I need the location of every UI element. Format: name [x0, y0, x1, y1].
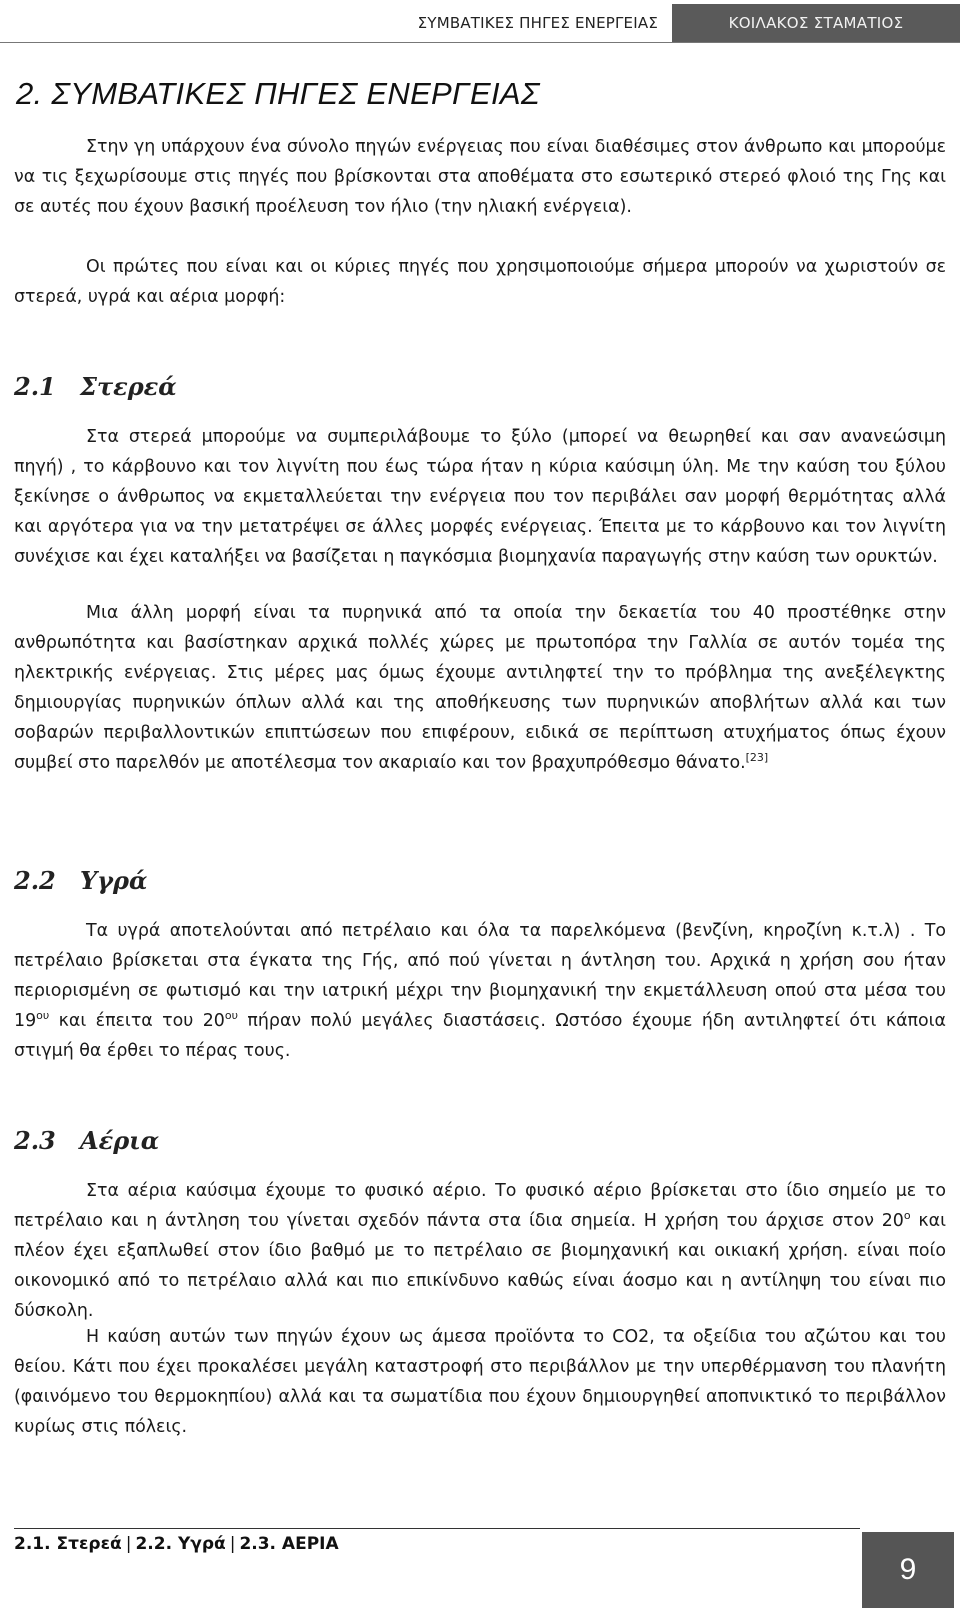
intro-paragraph-2: Οι πρώτες που είναι και οι κύριες πηγές που χρησιμοποιούμε σήμερα μπορούν να χωριστούν σε στερεά, υγρά και αέρια μορφή:	[14, 257, 946, 307]
intro-paragraph-1: Στην γη υπάρχουν ένα σύνολο πηγών ενέργειας που είναι διαθέσιμες στον άνθρωπο και μπορούμε να τις ξεχωρίσουμε στις πηγές που βρίσκονται στα αποθέματα στο εσωτερικό στερεό φλοιό της Γης και σε αυτές που έχουν βασική προέλευση τον ήλιο (την ηλιακή ενέργεια).	[14, 137, 946, 217]
gases-paragraph-2: Η καύση αυτών των πηγών έχουν ως άμεσα προϊόντα το CO2, τα οξείδια του αζώτου και του θείου. Κάτι που έχει προκαλέσει μεγάλη καταστροφή στο περιβάλλον με την υπερθέρμανση του πλανήτη (φαινόμενο του θερμοκηπίου) αλλά και τα σωματίδια που έχουν δημιουργηθεί αποπνικτικό το περιβάλλον κυρίως στις πόλεις.	[14, 1327, 946, 1437]
liquids-paragraph	[14, 916, 946, 1066]
reference-marker: [23]	[745, 751, 769, 764]
solids-paragraph-2-text: Μια άλλη μορφή είναι τα πυρηνικά από τα οποία την δεκαετία του 40 προστέθηκε στην ανθρωπότητα και βασίστηκαν αρχικά πολλές χώρες με πρωτοπόρα την Γαλλία σε αυτόν τομέα της ηλεκτρικής ενέργειας. Στις μέρες μας όμως έχουμε αντιληφτεί την το πρόβλημα της ανεξέλεγκτης δημιουργίας πυρηνικών όπλων αλλά και της αποθήκευσης των πυρηνικών αποβλήτων αλλά και των σοβαρών περιβαλλοντικών επιπτώσεων που επιφέρουν, ειδικά σε περίπτωση ατυχήματος όπως έχουν συμβεί στο παρελθόν με αποτέλεσμα τον ακαριαίο και τον βραχυπρόθεσμο θάνατο.	[14, 603, 946, 773]
liquids-text-part-3: πήραν πολύ μεγάλες διαστάσεις. Ωστόσο έχουμε ήδη αντιληφτεί ότι κάποια στιγμή θα έρθει το πέρας τους.	[14, 1011, 946, 1061]
section-name: Στερεά	[80, 372, 177, 401]
header-author: ΚΟΙΛΑΚΟΣ ΣΤΑΜΑΤΙΟΣ	[672, 4, 960, 42]
section-title-gases	[14, 1126, 159, 1155]
section-name: Υγρά	[80, 866, 148, 895]
gases-text-part-1: Στα αέρια καύσιμα έχουμε το φυσικό αέριο. Το φυσικό αέριο βρίσκεται στο ίδιο σημείο με το πετρέλαιο και η άντληση του γίνεται σχεδόν πάντα στα ίδια σημεία. Η χρήση του άρχισε στον 20	[14, 1181, 946, 1231]
section-number: 2.2	[14, 866, 56, 895]
header-document-title: ΣΥΜΒΑΤΙΚΕΣ ΠΗΓΕΣ ΕΝΕΡΓΕΙΑΣ	[417, 14, 658, 32]
superscript-ou: ου	[36, 1009, 50, 1022]
liquids-text-part-2: και έπειτα του 20	[49, 1011, 225, 1031]
superscript-ou: ου	[224, 1009, 238, 1022]
footer-section-list	[14, 1534, 339, 1554]
gases-text-part-2: και πλέον έχει εξαπλωθεί στον ίδιο βαθμό με το πετρέλαιο σε βιομηχανική και οικιακή χρήση. είναι ποίο οικονομικό από το πετρέλαιο αλλά και πιο επικίνδυνο καθώς είναι άοσμο και η αντίληψη του είναι πιο δύσκολη.	[14, 1211, 946, 1321]
header-divider	[0, 42, 960, 43]
page-number: 9	[899, 1553, 917, 1586]
page-number-box	[862, 1532, 954, 1608]
solids-paragraph-2	[14, 598, 946, 778]
section-title-liquids	[14, 866, 147, 895]
section-name: Αέρια	[80, 1126, 160, 1155]
section-number: 2.1	[14, 372, 56, 401]
section-number: 2.3	[14, 1126, 56, 1155]
gases-paragraph-1	[14, 1176, 946, 1326]
footer-item-solids: 2.1. Στερεά	[14, 1534, 122, 1554]
solids-paragraph-1: Στα στερεά μπορούμε να συμπεριλάβουμε το ξύλο (μπορεί να θεωρηθεί και σαν ανανεώσιμη πηγή) , το κάρβουνο και τον λιγνίτη που έως τώρα ήταν η κύρια καύσιμη ύλη. Με την καύση του ξύλου ξεκίνησε ο άνθρωπος να εκμεταλλεύεται την ενέργεια που τον περιβάλει σαν μορφή θερμότητας αλλά και αργότερα για να την μετατρέψει σε άλλες μορφές ενέργειας. Έπειτα με το κάρβουνο και τον λιγνίτη συνέχισε και έχει καταλήξει να βασίζεται η παγκόσμια βιομηχανία παραγωγής στην καύση των ορυκτών.	[14, 427, 946, 567]
chapter-title: 2. ΣΥΜΒΑΤΙΚΕΣ ΠΗΓΕΣ ΕΝΕΡΓΕΙΑΣ	[16, 76, 540, 111]
footer-item-gases: 2.3. ΑΕΡΙΑ	[239, 1534, 339, 1554]
page-header	[0, 4, 960, 42]
footer-item-liquids: 2.2. Υγρά	[135, 1534, 226, 1554]
footer-separator: |	[229, 1534, 236, 1554]
section-title-solids	[14, 372, 177, 401]
footer-separator: |	[125, 1534, 132, 1554]
superscript-o: ο	[903, 1209, 911, 1222]
footer-divider	[14, 1528, 860, 1529]
liquids-text-part-1: Τα υγρά αποτελούνται από πετρέλαιο και όλα τα παρελκόμενα (βενζίνη, κηροζίνη κ.τ.λ) . Το πετρέλαιο βρίσκεται στα έγκατα της Γής, από πού γίνεται η άντληση του. Αρχικά η χρήση σου ήταν περιορισμένη σε φωτισμό και την ιατρική μέχρι την βιομηχανική την εκμετάλλευση οπού στα μέσα του 19	[14, 921, 946, 1031]
